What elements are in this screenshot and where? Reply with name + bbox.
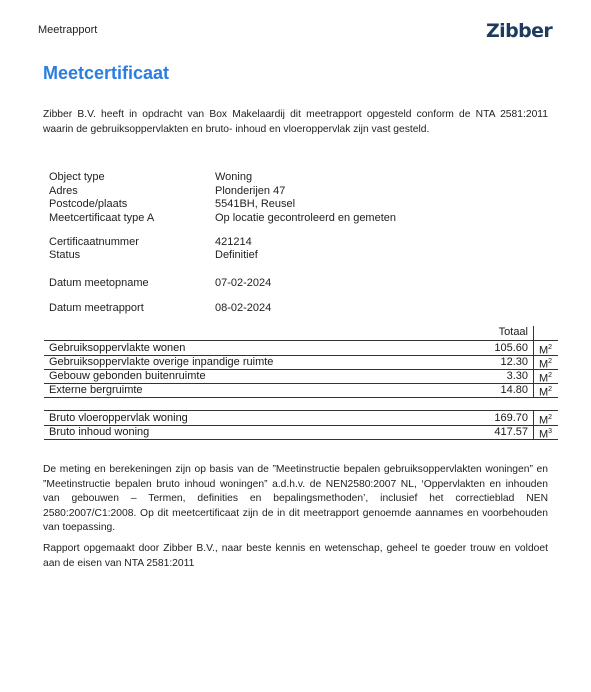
field-label-object-type: Object type <box>49 171 105 183</box>
field-value-object-type: Woning <box>215 171 253 183</box>
row-name: Gebouw gebonden buitenruimte <box>49 370 206 382</box>
table-divider <box>533 326 534 340</box>
row-unit: $M^2$ <box>539 414 553 427</box>
row-name: Gebruiksoppervlakte overige inpandige ruimte <box>49 356 274 368</box>
table-divider <box>533 410 534 439</box>
row-value: 105.60 <box>494 342 528 354</box>
field-value-adres: Plonderijen 47 <box>215 185 286 197</box>
table-row <box>44 411 558 425</box>
table-row <box>44 425 558 439</box>
field-value-postcode: 5541BH, Reusel <box>215 198 296 210</box>
table-divider <box>533 340 534 397</box>
row-unit: $M^2$ <box>539 386 553 399</box>
row-value: 14.80 <box>500 384 528 396</box>
field-value-certificaat-type: Op locatie gecontroleerd en gemeten <box>215 212 397 224</box>
row-value: 12.30 <box>500 356 528 368</box>
field-label-certificaat-type: Meetcertificaat type A <box>49 212 155 224</box>
row-unit: $M^2$ <box>539 358 553 371</box>
table-divider <box>44 439 558 440</box>
field-label-status: Status <box>49 249 81 261</box>
row-value: 169.70 <box>494 412 528 424</box>
row-name: Bruto vloeroppervlak woning <box>49 412 188 424</box>
row-unit: $M^3$ <box>539 428 553 441</box>
table-row <box>44 355 558 369</box>
row-unit: $M^2$ <box>539 372 553 385</box>
field-label-certificaatnummer: Certificaatnummer <box>49 236 139 248</box>
intro-paragraph: Zibber B.V. heeft in opdracht van Box Makelaardij dit meetrapport opgesteld conform de NTA 2581:2011 waarin de gebruiksoppervlakten en bruto- inhoud en vloeroppervlak zijn vast gesteld. <box>43 109 548 135</box>
closing-paragraph: Rapport opgemaakt door Zibber B.V., naar beste kennis en wetenschap, geheel te goeder trouw en voldoet aan de eisen van NTA 2581:2011 <box>43 543 548 569</box>
zibber-logo: Zibber <box>486 20 553 42</box>
row-name: Bruto inhoud woning <box>49 426 150 438</box>
field-value-datum-meetrapport: 08-02-2024 <box>215 302 272 314</box>
field-label-adres: Adres <box>49 185 78 197</box>
field-label-datum-meetopname: Datum meetopname <box>49 277 149 289</box>
field-value-certificaatnummer: 421214 <box>215 236 252 248</box>
table-row <box>44 383 558 397</box>
measurement-table <box>44 326 558 441</box>
row-name: Gebruiksoppervlakte wonen <box>49 342 186 354</box>
row-unit: $M^2$ <box>539 344 553 357</box>
field-value-datum-meetopname: 07-02-2024 <box>215 277 272 289</box>
table-header-totaal: Totaal <box>498 326 528 338</box>
table-row <box>44 341 558 355</box>
row-value: 3.30 <box>506 370 528 382</box>
table-divider <box>44 397 558 398</box>
field-label-postcode: Postcode/plaats <box>49 198 128 210</box>
row-value: 417.57 <box>494 426 528 438</box>
header-label: Meetrapport <box>38 24 98 36</box>
field-label-datum-meetrapport: Datum meetrapport <box>49 302 144 314</box>
table-row <box>44 369 558 383</box>
methodology-paragraph: De meting en berekeningen zijn op basis van de ”Meetinstructie bepalen gebruiksoppervlakten woningen” en ”Meetinstructie bepalen bruto inhoud woningen” a.d.h.v. de NEN2580:2007 NL, ‘Oppervlakten en inhouden van gebouwen – Termen, definities en bepalingsmethoden’, inclusief het correctieblad NEN 2580:2007/C1:2008. Op dit meetcertificaat zijn de in dit meetrapport genoemde aannames en voorbehouden van toepassing. <box>43 464 548 533</box>
row-name: Externe bergruimte <box>49 384 143 396</box>
page-title: Meetcertificaat <box>43 63 170 83</box>
field-value-status: Definitief <box>215 249 258 261</box>
